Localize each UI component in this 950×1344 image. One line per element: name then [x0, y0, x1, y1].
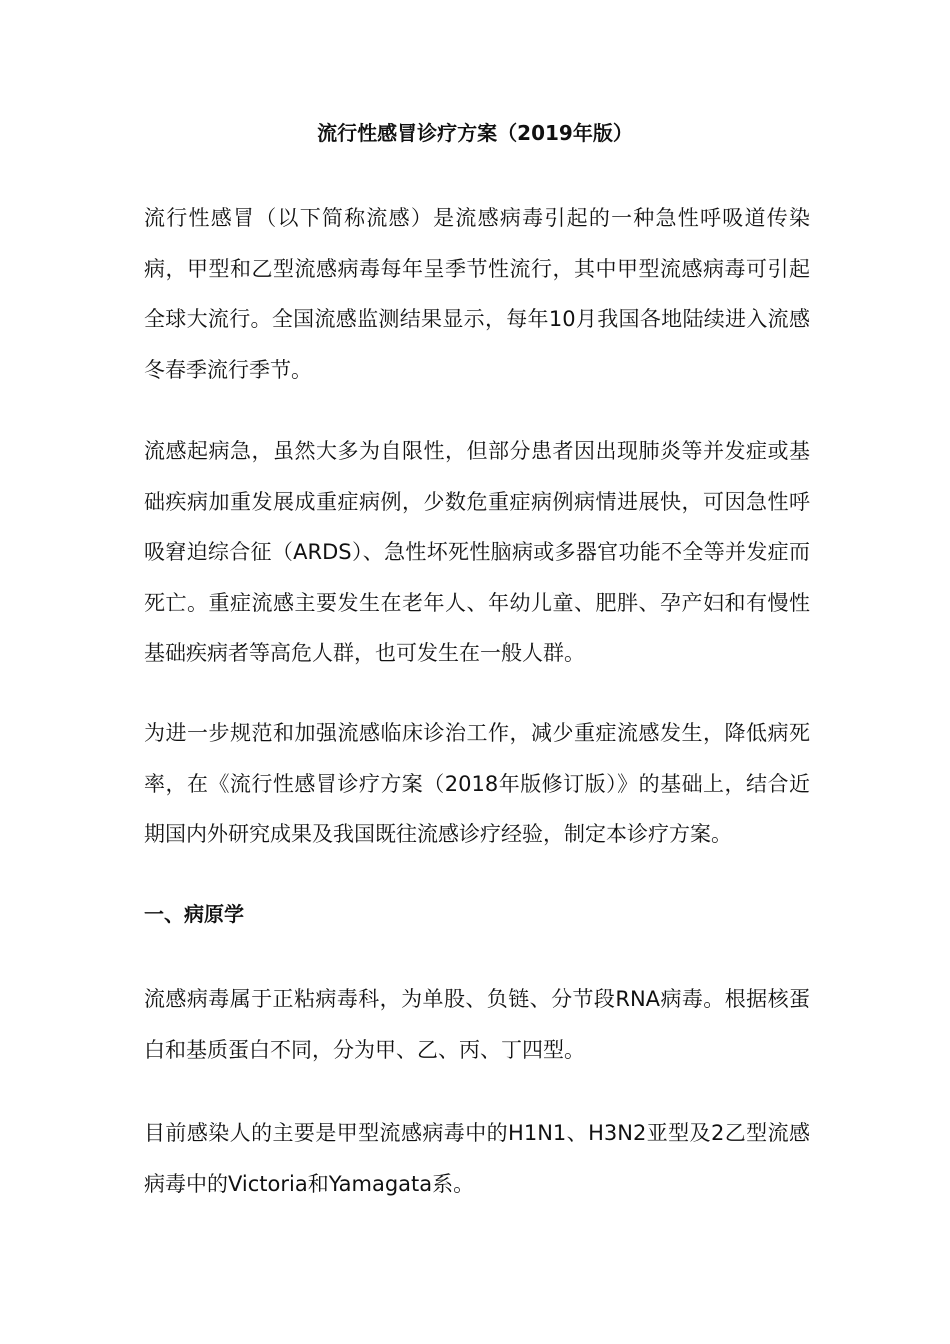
purpose-paragraph: 为进一步规范和加强流感临床诊治工作，减少重症流感发生，降低病死率，在《流行性感冒诊疗方案（2018年版修订版）》的基础上，结合近期国内外研究成果及我国既往流感诊疗经验，制定本诊疗方案。	[144, 721, 810, 846]
etiology-paragraph-classification: 流感病毒属于正粘病毒科，为单股、负链、分节段RNA病毒。根据核蛋白和基质蛋白不同，分为甲、乙、丙、丁四型。	[144, 987, 810, 1062]
intro-paragraph: 流行性感冒（以下简称流感）是流感病毒引起的一种急性呼吸道传染病，甲型和乙型流感病毒每年呈季节性流行，其中甲型流感病毒可引起全球大流行。全国流感监测结果显示，每年10月我国各地陆续进入流感冬春季流行季节。	[144, 206, 810, 382]
severity-paragraph: 流感起病急，虽然大多为自限性，但部分患者因出现肺炎等并发症或基础疾病加重发展成重症病例，少数危重症病例病情进展快，可因急性呼吸窘迫综合征（ARDS）、急性坏死性脑病或多器官功能不全等并发症而死亡。重症流感主要发生在老年人、年幼儿童、肥胖、孕产妇和有慢性基础疾病者等高危人群，也可发生在一般人群。	[144, 439, 810, 665]
section-heading-etiology: 一、病原学	[144, 902, 244, 926]
document-title: 流行性感冒诊疗方案（2019年版）	[317, 121, 633, 145]
etiology-paragraph-subtypes: 目前感染人的主要是甲型流感病毒中的H1N1、H3N2亚型及2乙型流感病毒中的Victoria和Yamagata系。	[144, 1121, 810, 1196]
